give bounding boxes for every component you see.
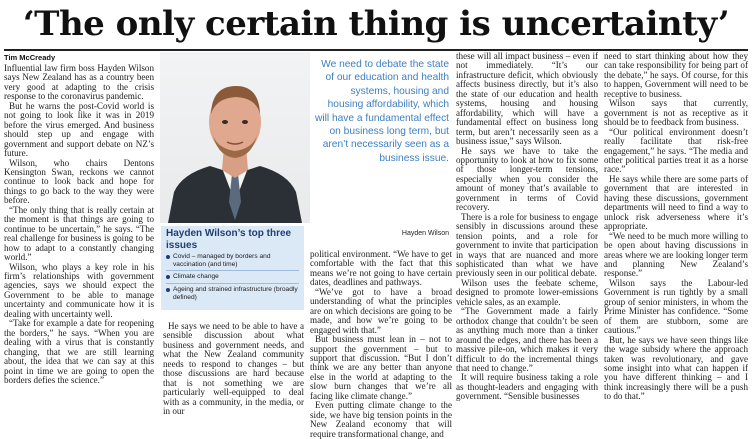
- paragraph: Influential law firm boss Hayden Wilson says New Zealand has as a country been very good at adapting to the crisis response to the coronavirus pandemic.: [4, 63, 154, 102]
- paragraph: Wilson uses the feebate scheme, designed to promote lower-emissions vehicle sales, as an example.: [456, 277, 598, 307]
- article-column-4: [456, 52, 598, 402]
- paragraph: Wilson says the Labour-led Government is run tightly by a small group of senior ministers, in whom the Prime Minister has confidence. “Some of them are stubborn, some are cautious.”: [604, 277, 748, 336]
- paragraph: But business must lean in – not to support the government – but to support that discussion. “But I don’t think we are any better than anyone else in the world at adapting to the slow burn changes that we’re all facing like climate change.”: [310, 334, 452, 401]
- issue-text: Ageing and strained infrastructure (broadly defined): [173, 286, 298, 302]
- issue-item: [166, 286, 300, 302]
- bullet-icon: [166, 255, 170, 259]
- paragraph: “We need to be much more willing to be open about having discussions in areas where we are looking longer term and planning New Zealand’s response.”: [604, 230, 748, 279]
- paragraph: “Take for example a date for reopening the borders,” he says. “When you are dealing with a virus that is constantly changing, that we are still learning about, the idea that we can say at this point in time we are going to open the borders defies the science.”: [4, 318, 154, 385]
- paragraph: He says we have to take the opportunity to look at how to fix some of those longer-term tensions, especially when you consider the amount of money that’s available to government in terms of Covid recovery.: [456, 145, 598, 213]
- paragraph: political environment. “We have to get comfortable with the fact that this means we’re not going to have certain dates, deadlines and pathways.: [310, 249, 452, 288]
- bullet-icon: [166, 288, 170, 292]
- factbox-title: Hayden Wilson’s top three issues: [166, 228, 292, 251]
- portrait-photo: [160, 52, 310, 223]
- bullet-icon: [166, 275, 170, 279]
- paragraph: There is a role for business to engage sensibly in discussions around these tension points, and a role for government to invite that participation in ways that are nuanced and more sophisticated than what we have previously seen in our political debate.: [456, 211, 598, 279]
- article-column-2: [163, 322, 304, 417]
- issue-item: [166, 273, 300, 281]
- paragraph: He says while there are some parts of government that are interested in having these discussions, government departments will need to find a way to unlock risk adverseness where it’s appropriate.: [604, 173, 748, 232]
- paragraph: need to start thinking about how they can take responsibility for being part of the debate,” he says. Of course, for this to happen, Government will need to be receptive to business.: [604, 51, 748, 99]
- headline: ‘The only certain thing is uncertainty’: [22, 4, 730, 44]
- paragraph: these will all impact business – even if not immediately. “It’s our infrastructure deficit, which obviously affects business directly, but it’s also the state of our education and health systems, housing and housing affordability, which will have a fundamental effect on business long term, but aren’t necessarily seen as a business issue,” says Wilson.: [456, 51, 598, 147]
- article-column-1: [4, 64, 154, 385]
- portrait-illustration: [160, 52, 310, 223]
- paragraph: Wilson, who chairs Dentons Kensington Swan, reckons we cannot continue to look back and hope for things to go back to the way they were before.: [4, 157, 154, 206]
- paragraph: Wilson, who plays a key role in his firm’s relationships with government agencies, says we should expect the Government to be able to manage uncertainty and communicate how it is dealing with uncertainty well.: [4, 261, 154, 319]
- issue-divider: [166, 283, 299, 284]
- paragraph: But, he says we have seen things like the wage subsidy where the approach taken was revolutionary, and gave some insight into what can happen if you have different thinking – and I think increasingly there will be a push to do that.”: [604, 334, 748, 402]
- pull-quote: We need to debate the state of our education and health systems, housing and housing affordability, which will have a fundamental effect on business long term, but aren’t necessarily seen as a business issue.: [314, 59, 449, 164]
- paragraph: “The only thing that is really certain at the moment is that things are going to continue to be uncertain,” he says. “The real challenge for business is going to be how to adapt to a constantly changing world.”: [4, 204, 154, 263]
- issue-text: Covid – managed by borders and vaccination (and time): [173, 253, 271, 269]
- byline: Tim McCready: [4, 53, 56, 62]
- pull-quote-attribution: Hayden Wilson: [401, 230, 449, 237]
- paragraph: Wilson says that currently, government is not as receptive as it should be to feedback from business.: [604, 98, 748, 128]
- paragraph: Even putting climate change to the side, we have big tension points in the New Zealand economy that will require transformational change, and: [310, 400, 452, 439]
- paragraph: But he warns the post-Covid world is not going to look like it was in 2019 before the virus emerged. And business should step up and engage with government and support debate on NZ’s future.: [4, 100, 154, 159]
- paragraph: It will require business taking a role as thought-leaders and engaging with government. “Sensible businesses: [456, 372, 598, 402]
- top-three-issues-box: [161, 226, 304, 310]
- paragraph: He says we need to be able to have a sensible discussion about what business and government needs, and what the New Zealand community needs to respond to changes – but those discussions are hard because that is not something we are particularly well-equipped to deal with as a community, in the media, or in our: [163, 321, 304, 417]
- issue-divider: [166, 270, 299, 271]
- paragraph: “The Government made a fairly orthodox change that couldn’t be seen as anything much more than a tinker around the edges, and there has been a massive pile-on, which makes it very difficult to do the incremental things that need to change.”: [456, 306, 598, 373]
- article-column-5: [604, 52, 748, 402]
- issue-item: [166, 253, 300, 269]
- paragraph: “We’ve got to have a broad understanding of what the principles are on which decisions are going to be made, and how we’re going to be engaged with that.”: [310, 286, 452, 335]
- paragraph: “Our political environment doesn’t really facilitate that risk-free engagement,” he says. “The media and other political parties treat it as a horse race.”: [604, 126, 748, 175]
- issue-text: Climate change: [173, 273, 219, 280]
